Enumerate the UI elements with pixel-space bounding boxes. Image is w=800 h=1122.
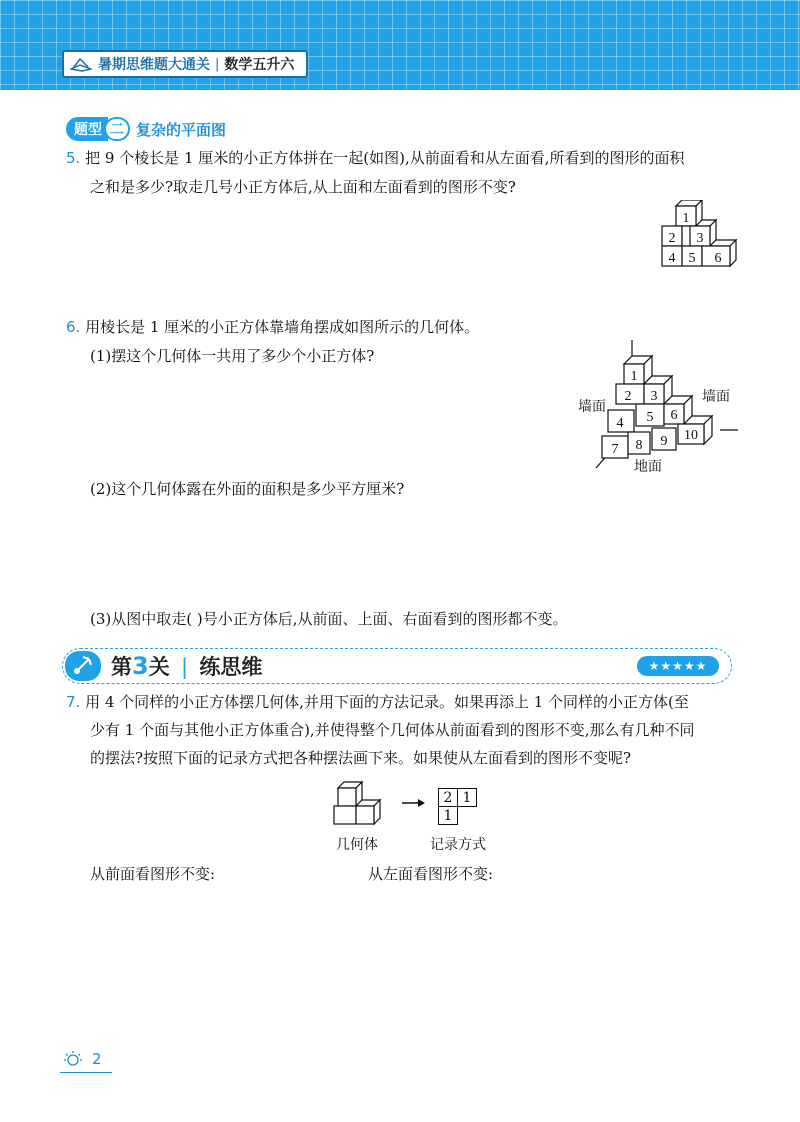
book-icon [70, 56, 92, 72]
solid-caption: 几何体 [336, 837, 378, 853]
level-name: 练思维 [199, 655, 263, 679]
question-6-sub1-text: (1)摆这个几何体一共用了多少个小正方体? [90, 347, 375, 365]
question-6 [66, 312, 746, 342]
section-title: 复杂的平面图 [136, 120, 227, 139]
question-6-number: 6. [66, 318, 81, 336]
cube-label: 2 [624, 389, 632, 404]
left-view-prompt: 从左面看图形不变: [368, 865, 494, 883]
record-grid [438, 788, 478, 826]
level-prefix: 第 [111, 655, 132, 679]
question-7-number: 7. [66, 693, 81, 711]
question-5 [66, 143, 746, 173]
q6-corner-figure [590, 340, 740, 470]
page-number: 2 [92, 1050, 102, 1068]
cube-label: 4 [616, 416, 624, 431]
record-caption: 记录方式 [430, 837, 486, 853]
cube-label: 10 [684, 428, 698, 443]
arrow-right-icon [402, 798, 426, 808]
wall-right-label: 墙面 [702, 389, 730, 405]
book-subject: 数学五升六 [224, 57, 295, 73]
question-7-cont1 [90, 715, 760, 745]
cube-label: 2 [668, 231, 676, 246]
question-5-line1: 把 9 个棱长是 1 厘米的小正方体拼在一起(如图),从前面看和从左面看,所看到的图形的面积 [85, 149, 685, 167]
cube-label: 3 [650, 389, 658, 404]
question-6-sub2 [90, 474, 590, 504]
q5-cube-figure [656, 200, 746, 280]
question-6-sub3-text: (3)从图中取走( )号小正方体后,从前面、上面、右面看到的图形都不变。 [90, 610, 568, 628]
question-7 [66, 687, 756, 717]
wall-left-label: 墙面 [578, 399, 606, 415]
cube-label: 6 [714, 251, 722, 266]
header-band [0, 0, 800, 90]
level-banner [62, 648, 732, 684]
question-6-stem: 用棱长是 1 厘米的小正方体靠墙角摆成如图所示的几何体。 [85, 318, 480, 336]
header-separator: | [215, 56, 220, 72]
header-label [62, 50, 308, 78]
difficulty-stars: ★★★★★ [637, 656, 719, 676]
section-heading [66, 117, 226, 141]
cube-label: 1 [682, 211, 690, 226]
book-title: 暑期思维题大通关 [98, 57, 210, 73]
page-footer [60, 1050, 102, 1068]
cube-label: 9 [660, 434, 668, 449]
level-number: 3 [132, 652, 149, 680]
record-cell: 2 [438, 788, 458, 807]
cube-label: 7 [611, 442, 619, 457]
cube-label: 1 [630, 369, 638, 384]
front-view-prompt: 从前面看图形不变: [90, 865, 216, 883]
cube-label: 3 [696, 231, 704, 246]
level-suffix: 关 [148, 655, 170, 679]
cube-label: 8 [635, 438, 643, 453]
level-separator: | [181, 655, 189, 679]
sun-icon [60, 1050, 86, 1068]
cube-label: 5 [646, 410, 654, 425]
footer-rule [60, 1072, 112, 1073]
section-tag: 题型 [66, 117, 108, 141]
cube-label: 6 [670, 408, 678, 423]
question-6-sub3 [90, 604, 750, 634]
question-7-line1: 用 4 个同样的小正方体摆几何体,并用下面的方法记录。如果再添上 1 个同样的小正方体(至 [85, 693, 689, 711]
cube-label: 4 [668, 251, 676, 266]
question-6-sub2-text: (2)这个几何体露在外面的面积是多少平方厘米? [90, 480, 405, 498]
record-cell: 1 [457, 788, 477, 807]
question-5-line2: 之和是多少?取走几号小正方体后,从上面和左面看到的图形不变? [90, 178, 516, 196]
question-7-cont2 [90, 743, 760, 773]
question-6-sub1 [90, 341, 590, 371]
cube-label: 5 [688, 251, 696, 266]
question-7-line3: 的摆法?按照下面的记录方式把各种摆法画下来。如果使从左面看到的图形不变呢? [90, 749, 632, 767]
section-number: 二 [104, 117, 130, 141]
q7-solid-figure [330, 780, 392, 830]
level-title [111, 651, 262, 681]
record-cell: 1 [438, 806, 458, 825]
ground-label: 地面 [634, 459, 662, 475]
question-7-line2: 少有 1 个面与其他小正方体重合),并使得整个几何体从前面看到的图形不变,那么有几种不同 [90, 721, 695, 739]
question-5-number: 5. [66, 149, 81, 167]
question-5-cont [90, 172, 750, 202]
banner-rocket-icon [65, 651, 101, 681]
